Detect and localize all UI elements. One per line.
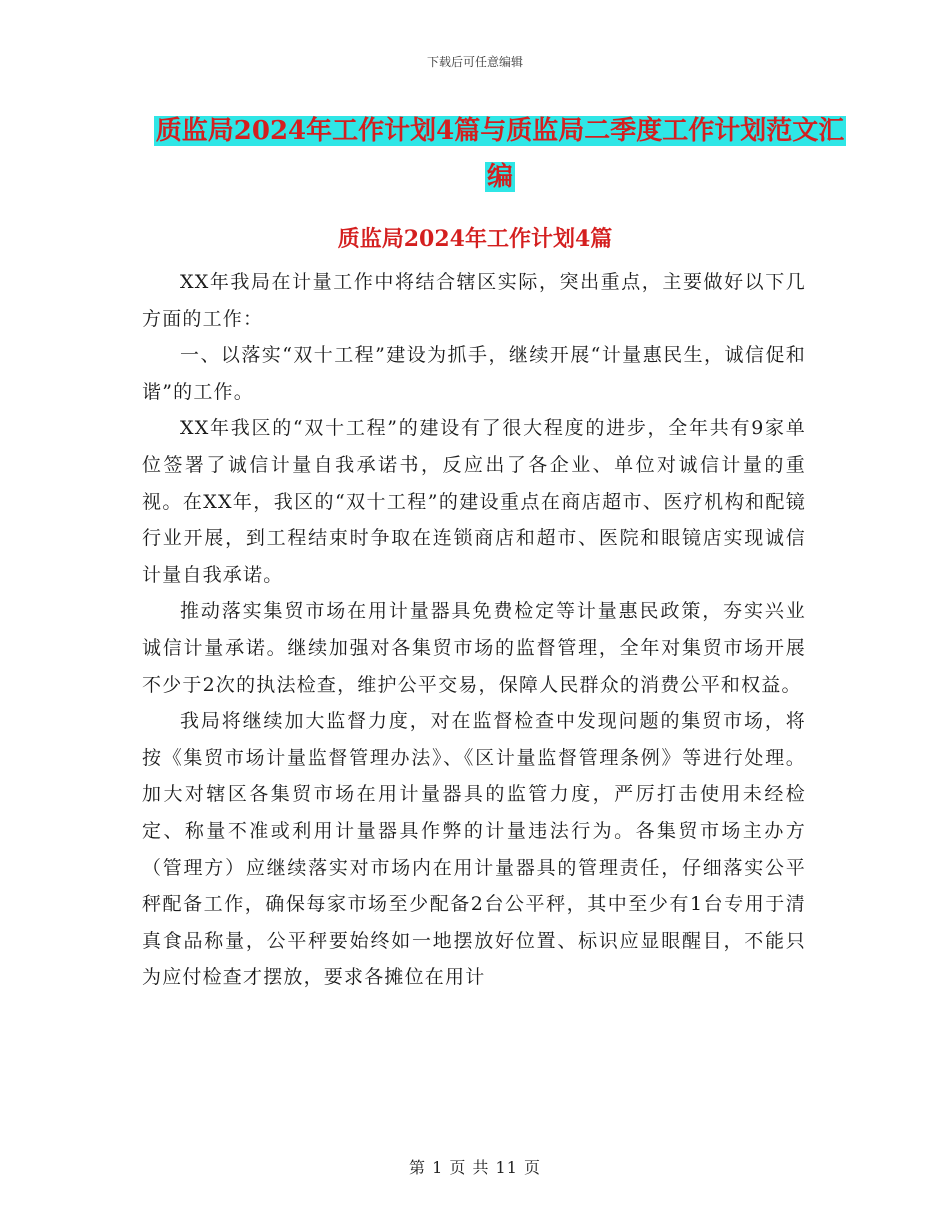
header-note: 下载后可任意编辑 [426,55,523,69]
document-body [142,264,806,996]
section-title: 质监局2024年工作计划4篇 [337,226,613,252]
paragraph: XX年我区的“双十工程”的建设有了很大程度的进步，全年共有9家单位签署了诚信计量自我承诺书，反应出了各企业、单位对诚信计量的重视。在XX年，我区的“双十工程”的建设重点在商店超市、医疗机构和配镜行业开展，到工程结束时争取在连锁商店和超市、医院和眼镜店实现诚信计量自我承诺。 [142,417,806,586]
document-title-text: 质监局2024年工作计划4篇与质监局二季度工作计划范文汇编 [155,116,845,192]
paragraph: 一、以落实“双十工程”建设为抓手，继续开展“计量惠民生，诚信促和谐”的工作。 [142,344,806,403]
paragraph: XX年我局在计量工作中将结合辖区实际，突出重点，主要做好以下几方面的工作： [142,271,806,330]
document-title [150,108,850,200]
page-footer: 第 1 页 共 11 页 [409,1158,541,1177]
paragraph: 我局将继续加大监督力度，对在监督检查中发现问题的集贸市场，将按《集贸市场计量监督管理办法》、《区计量监督管理条例》等进行处理。加大对辖区各集贸市场在用计量器具的监管力度，严厉打击使用未经检定、称量不准或利用计量器具作弊的计量违法行为。各集贸市场主办方（管理方）应继续落实对市场内在用计量器具的管理责任，仔细落实公平秤配备工作，确保每家市场至少配备2台公平秤，其中至少有1台专用于清真食品称量，公平秤要始终如一地摆放好位置、标识应显眼醒目，不能只为应付检查才摆放，要求各摊位在用计 [142,710,806,989]
paragraph: 推动落实集贸市场在用计量器具免费检定等计量惠民政策，夯实兴业诚信计量承诺。继续加强对各集贸市场的监督管理，全年对集贸市场开展不少于2次的执法检查，维护公平交易，保障人民群众的消费公平和权益。 [142,600,806,696]
